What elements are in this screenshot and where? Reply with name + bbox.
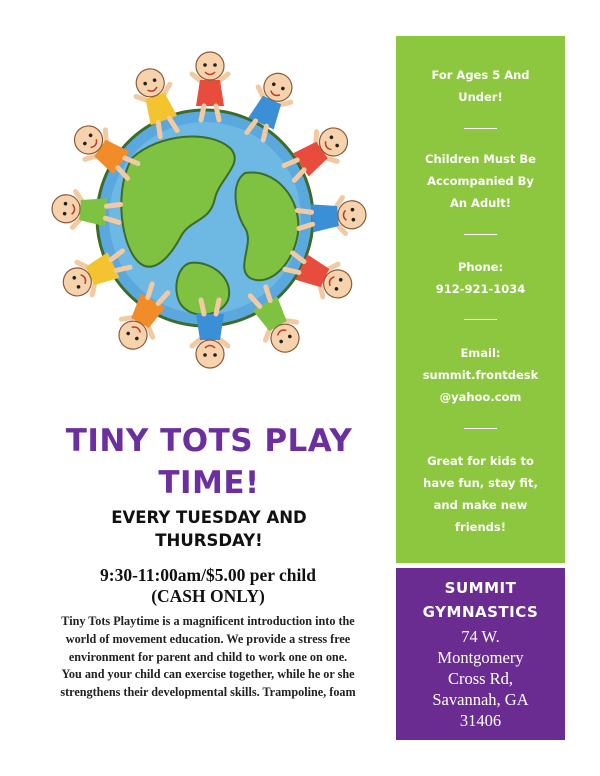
description-line: Tiny Tots Playtime is a magnificent introduction into the: [61, 614, 355, 628]
time-and-price: [30, 565, 386, 607]
divider: [464, 128, 497, 129]
adult-line: Children Must Be: [425, 152, 536, 166]
cash-only-text: (CASH ONLY): [151, 586, 265, 606]
adult-line: Accompanied By: [427, 174, 534, 188]
phone-info: [406, 256, 555, 300]
email-address-line-2[interactable]: @yahoo.com: [439, 390, 522, 404]
divider: [464, 428, 497, 429]
address-line: Montgomery: [437, 648, 524, 667]
gym-address: [402, 626, 559, 731]
benefits-line: Great for kids to: [427, 454, 534, 468]
gym-name: [402, 576, 559, 624]
address-line: 74 W.: [461, 627, 500, 646]
ages-line: For Ages 5 And: [431, 68, 530, 82]
program-description: [22, 613, 394, 702]
flyer-title: [28, 420, 390, 504]
info-sidebar: [396, 36, 565, 563]
description-line: You and your child can exercise together, while he or she: [61, 667, 355, 682]
email-address-line-1[interactable]: summit.frontdesk: [422, 368, 539, 382]
divider: [464, 319, 497, 320]
benefits-line: friends!: [455, 520, 506, 534]
description-line: strengthens their developmental skills. Trampoline, foam: [60, 685, 356, 700]
address-line: Cross Rd,: [447, 669, 514, 688]
gym-name-line-2: GYMNASTICS: [422, 603, 539, 621]
phone-label: Phone:: [457, 260, 504, 274]
address-line: 31406: [459, 711, 502, 730]
contact-box: [396, 568, 565, 740]
globe-children-icon: [40, 38, 370, 378]
schedule-line-2: THURSDAY!: [155, 531, 263, 550]
divider: [464, 234, 497, 235]
gym-name-line-1: SUMMIT: [444, 579, 517, 597]
title-line-2: TIME!: [158, 465, 260, 501]
time-price-text: 9:30-11:00am/$5.00 per child: [100, 565, 316, 585]
title-line-1: TINY TOTS PLAY: [65, 423, 353, 459]
adult-info: [406, 148, 555, 214]
description-line: world of movement education. We provide a stress free: [65, 631, 351, 646]
globe-children-illustration: [40, 38, 370, 378]
benefits-info: [406, 450, 555, 538]
email-label: Email:: [460, 346, 501, 360]
ages-info: [406, 64, 555, 108]
schedule-days: [40, 506, 378, 552]
schedule-line-1: EVERY TUESDAY AND: [111, 508, 307, 527]
phone-number[interactable]: 912-921-1034: [435, 282, 526, 296]
email-info: [406, 342, 555, 408]
ages-line: Under!: [458, 90, 503, 104]
adult-line: An Adult!: [449, 196, 512, 210]
address-line: Savannah, GA: [432, 690, 529, 709]
description-line: environment for parent and child to work one on one.: [68, 649, 348, 664]
benefits-line: and make new: [433, 498, 528, 512]
benefits-line: have fun, stay fit,: [423, 476, 538, 490]
